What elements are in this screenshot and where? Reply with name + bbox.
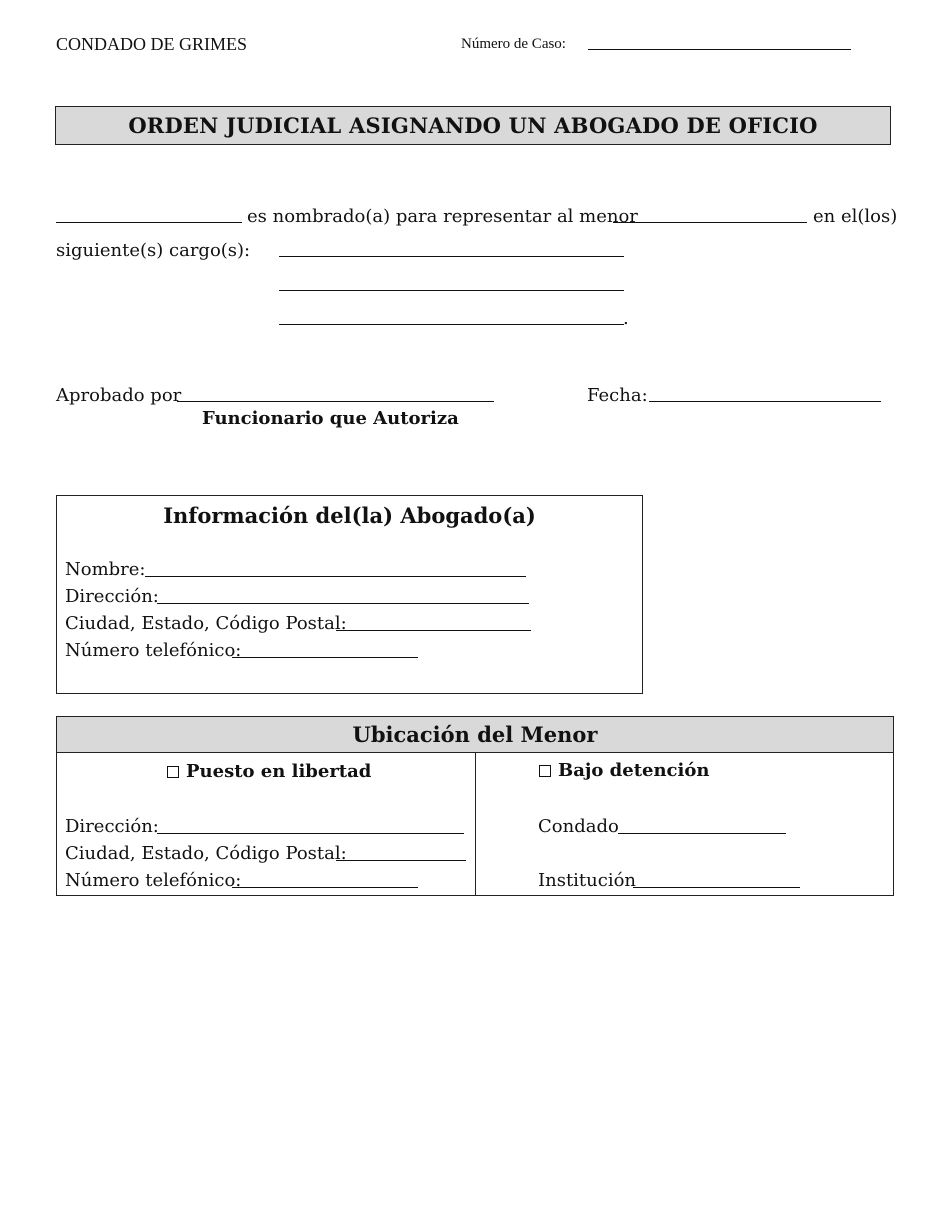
released-address-label: Dirección: [65,816,159,837]
minor-location-box [56,716,894,896]
column-divider [475,753,476,896]
attorney-info-box [56,495,643,694]
attorney-address-field[interactable] [157,603,529,604]
minor-location-title: Ubicación del Menor [57,717,893,753]
minor-name-blank[interactable] [613,222,807,223]
attorney-name-label: Nombre: [65,559,146,580]
detained-checkbox[interactable] [539,765,551,777]
attorney-phone-label: Número telefónico: [65,640,242,661]
released-city-state-zip-label: Ciudad, Estado, Código Postal: [65,843,347,864]
date-label: Fecha: [587,385,648,406]
charge-line-2[interactable] [279,290,624,291]
released-checkbox[interactable] [167,766,179,778]
released-option[interactable] [167,761,371,782]
case-number-label: Número de Caso: [461,36,566,52]
detained-option[interactable] [539,760,709,781]
county-name: CONDADO DE GRIMES [56,34,248,54]
attorney-phone-field[interactable] [232,657,418,658]
attorney-city-state-zip-field[interactable] [336,630,531,631]
attorney-address-label: Dirección: [65,586,159,607]
released-phone-label: Número telefónico: [65,870,242,891]
detained-institution-field[interactable] [633,887,800,888]
attorney-name-field[interactable] [145,576,526,577]
approved-by-signature-field[interactable] [177,401,494,402]
authorizing-official-caption: Funcionario que Autoriza [202,408,459,429]
released-option-label: Puesto en libertad [186,761,372,782]
detained-institution-label: Institución [538,870,637,891]
date-field[interactable] [649,401,881,402]
charges-label: siguiente(s) cargo(s): [56,240,251,261]
charge-line-3[interactable] [279,324,624,325]
released-address-field[interactable] [157,833,464,834]
attorney-name-blank[interactable] [56,222,242,223]
approved-by-label: Aprobado por [56,385,182,406]
detained-option-label: Bajo detención [558,760,710,781]
in-text: en el(los) [813,206,898,227]
detained-county-field[interactable] [618,833,786,834]
charge-line-1[interactable] [279,256,624,257]
attorney-info-title: Información del(la) Abogado(a) [163,503,536,528]
released-phone-field[interactable] [232,887,418,888]
released-city-state-zip-field[interactable] [336,860,466,861]
detained-county-label: Condado [538,816,619,837]
charges-end-period: . [623,308,629,329]
appointed-text: es nombrado(a) para representar al menor [247,206,638,227]
page-title: ORDEN JUDICIAL ASIGNANDO UN ABOGADO DE OFICIO [55,106,891,145]
attorney-city-state-zip-label: Ciudad, Estado, Código Postal: [65,613,347,634]
case-number-field[interactable] [588,49,851,50]
